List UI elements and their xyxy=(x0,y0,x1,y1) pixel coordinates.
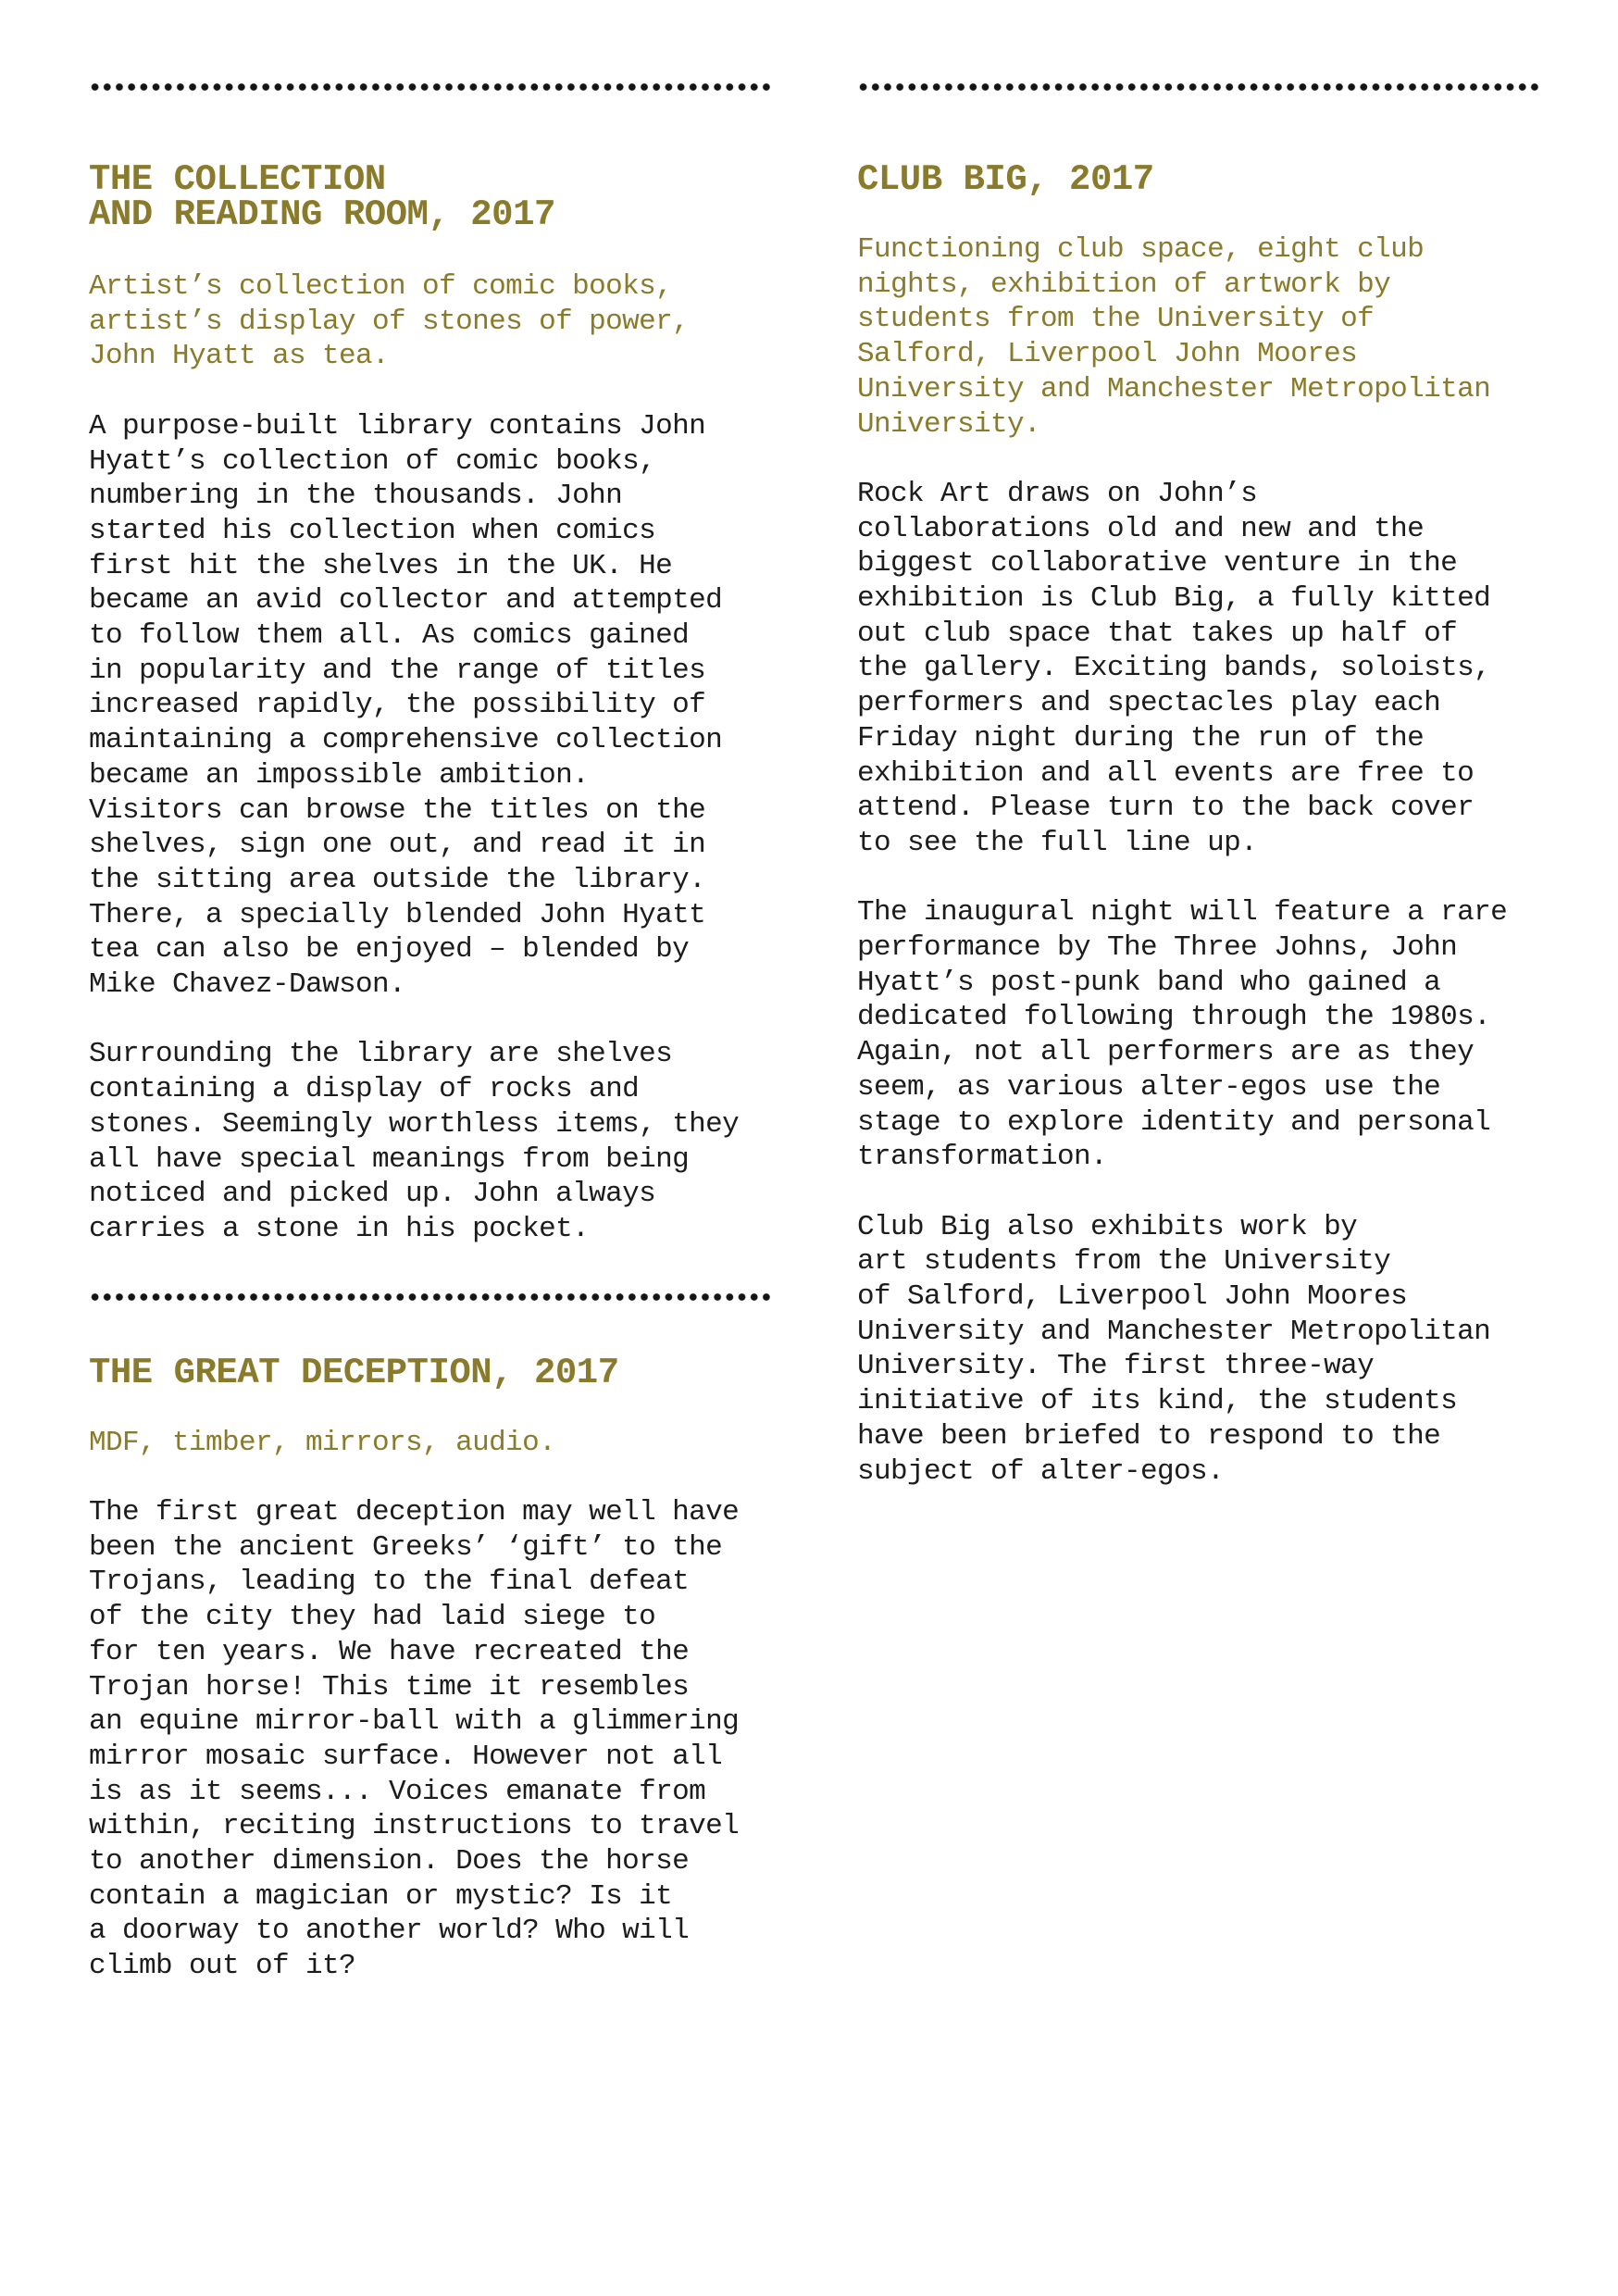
clubbig-paragraph-2: The inaugural night will feature a rare performance by The Three Johns, John Hyatt’s post-punk band who gained a dedicated following through the 1980s. Again, not all performers are as they seem, as various alter-egos use the stage to explore identity and personal transformation. xyxy=(857,896,1508,1174)
clubbig-section xyxy=(857,159,1542,1489)
deception-materials: MDF, timber, mirrors, audio. xyxy=(89,1426,556,1459)
collection-title: THE COLLECTION AND READING ROOM, 2017 xyxy=(89,159,555,235)
deception-section xyxy=(89,1352,774,1984)
clubbig-paragraph-1: Rock Art draws on John’s collaborations old and new and the biggest collaborative venture in the exhibition is Club Big, a fully kitted out club space that takes up half of the gallery. Exciting bands, soloists, performers and spectacles play each Friday night during the run of the exhibition and all events are free to attend. Please turn to the back cover to see the full line up. xyxy=(857,477,1491,859)
dotted-divider xyxy=(89,1292,774,1303)
clubbig-materials: Functioning club space, eight club nights, exhibition of artwork by students from the University of Salford, Liverpool John Moores University and Manchester Metropolitan University. xyxy=(857,233,1491,441)
deception-paragraph-1: The first great deception may well have been the ancient Greeks’ ‘gift’ to the Trojans, leading to the final defeat of the city they had laid siege to for ten years. We have recreated the Trojan horse! This time it resembles an equine mirror-ball with a glimmering mirror mosaic surface. However not all is as it seems... Voices emanate from within, reciting instructions to travel to another dimension. Does the horse contain a magician or mystic? Is it a doorway to another world? Who will climb out of it? xyxy=(89,1496,740,1983)
clubbig-paragraph-3: Club Big also exhibits work by art students from the University of Salford, Liverpool John Moores University and Manchester Metropolitan University. The first three-way initiative of its kind, the students have been briefed to respond to the subject of alter-egos. xyxy=(857,1210,1491,1488)
dotted-divider xyxy=(857,81,1542,93)
collection-paragraph-2: Surrounding the library are shelves containing a display of rocks and stones. Seemingly worthless items, they all have special meanings from being noticed and picked up. John always carries a stone in his pocket. xyxy=(89,1038,740,1245)
collection-paragraph-1: A purpose-built library contains John Hyatt’s collection of comic books, numbering in the thousands. John started his collection when comics first hit the shelves in the UK. He became an avid collector and attempted to follow them all. As comics gained in popularity and the range of titles increased rapidly, the possibility of maintaining a comprehensive collection became an impossible ambition. Visitors can browse the titles on the shelves, sign one out, and read it in the sitting area outside the library. There, a specially blended John Hyatt tea can also be enjoyed – blended by Mike Chavez-Dawson. xyxy=(89,409,723,1002)
right-column xyxy=(857,81,1542,1489)
left-column xyxy=(89,81,774,1984)
deception-title: THE GREAT DECEPTION, 2017 xyxy=(89,1352,619,1393)
collection-section xyxy=(89,159,774,1247)
clubbig-title: CLUB BIG, 2017 xyxy=(857,159,1154,200)
dotted-divider xyxy=(89,81,774,93)
collection-materials: Artist’s collection of comic books, artist’s display of stones of power, John Hyatt as tea. xyxy=(89,270,690,373)
